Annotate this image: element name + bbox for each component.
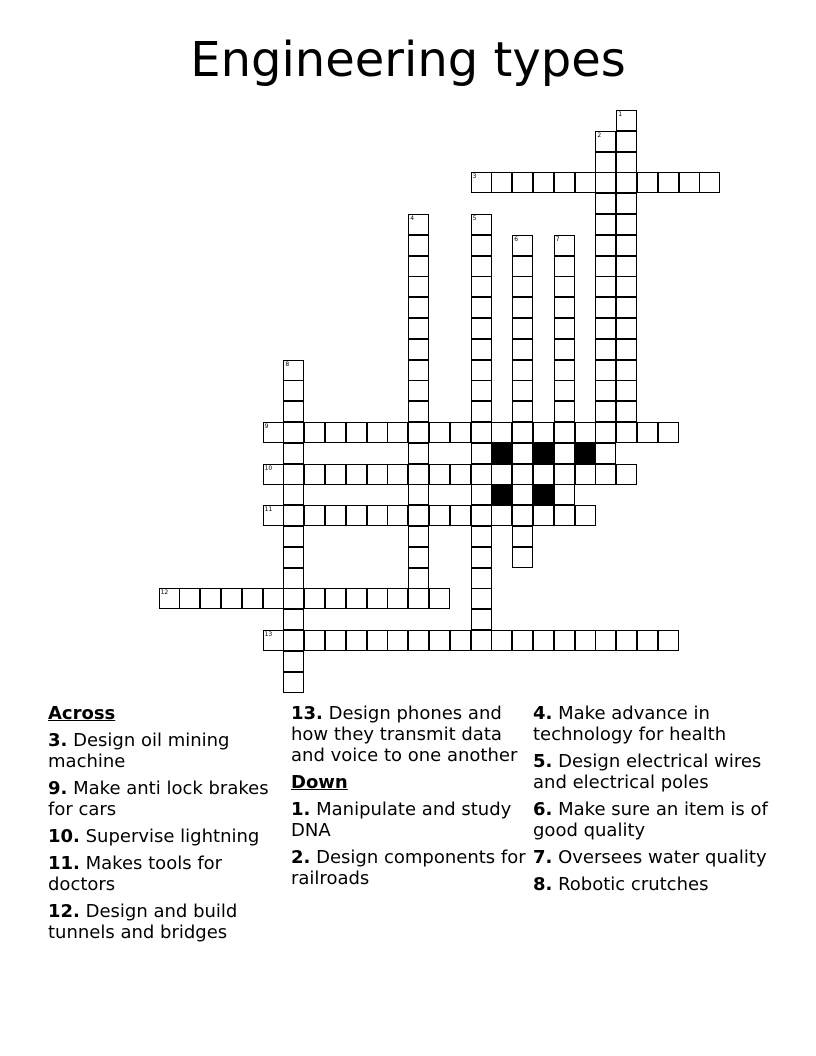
grid-cell[interactable]	[575, 464, 596, 485]
grid-cell[interactable]	[575, 172, 596, 193]
grid-cell[interactable]	[533, 630, 554, 651]
grid-cell[interactable]	[616, 630, 637, 651]
grid-cell[interactable]	[283, 380, 304, 401]
clue-item-text: Make anti lock brakes for cars	[48, 778, 269, 820]
grid-cell[interactable]	[512, 318, 533, 339]
grid-cell[interactable]	[283, 526, 304, 547]
clue-item-text: Design and build tunnels and bridges	[48, 901, 238, 943]
clue-item-text: Robotic crutches	[552, 874, 709, 895]
clue-item	[48, 901, 283, 943]
grid-cell[interactable]	[283, 422, 304, 443]
grid-cell[interactable]	[408, 568, 429, 589]
clue-number: 5	[472, 215, 477, 222]
grid-cell-black	[491, 484, 512, 505]
clues-column-2	[291, 703, 526, 895]
grid-cell[interactable]	[408, 547, 429, 568]
grid-cell[interactable]	[471, 318, 492, 339]
clue-item-number: 2.	[291, 847, 311, 868]
grid-cell[interactable]	[533, 464, 554, 485]
grid-cell[interactable]	[408, 484, 429, 505]
grid-cell[interactable]	[658, 422, 679, 443]
grid-cell[interactable]	[471, 214, 492, 235]
grid-cell[interactable]	[429, 422, 450, 443]
grid-cell[interactable]	[450, 630, 471, 651]
grid-cell[interactable]	[304, 630, 325, 651]
grid-cell[interactable]	[325, 505, 346, 526]
grid-cell[interactable]	[408, 214, 429, 235]
grid-cell[interactable]	[554, 464, 575, 485]
grid-cell[interactable]	[408, 318, 429, 339]
grid-cell[interactable]	[595, 464, 616, 485]
grid-cell[interactable]	[595, 401, 616, 422]
grid-cell[interactable]	[387, 505, 408, 526]
across-heading: Across	[48, 703, 116, 724]
grid-cell[interactable]	[512, 235, 533, 256]
grid-cell[interactable]	[616, 318, 637, 339]
clue-item-number: 6.	[533, 799, 553, 820]
grid-cell[interactable]	[325, 422, 346, 443]
grid-cell[interactable]	[408, 526, 429, 547]
grid-cell[interactable]	[367, 630, 388, 651]
grid-cell[interactable]	[595, 256, 616, 277]
grid-cell[interactable]	[471, 568, 492, 589]
grid-cell[interactable]	[512, 256, 533, 277]
grid-cell[interactable]	[637, 630, 658, 651]
grid-cell[interactable]	[283, 484, 304, 505]
grid-cell[interactable]	[159, 588, 180, 609]
grid-cell[interactable]	[200, 588, 221, 609]
grid-cell[interactable]	[554, 297, 575, 318]
grid-cell[interactable]	[367, 505, 388, 526]
grid-cell[interactable]	[263, 588, 284, 609]
grid-cell[interactable]	[471, 464, 492, 485]
grid-cell[interactable]	[471, 339, 492, 360]
grid-cell[interactable]	[595, 422, 616, 443]
grid-cell[interactable]	[616, 401, 637, 422]
grid-cell[interactable]	[616, 339, 637, 360]
grid-cell[interactable]	[429, 630, 450, 651]
grid-cell[interactable]	[283, 401, 304, 422]
grid-cell[interactable]	[450, 505, 471, 526]
grid-cell[interactable]	[616, 131, 637, 152]
grid-cell[interactable]	[512, 547, 533, 568]
clues-column-3	[533, 703, 768, 901]
grid-cell[interactable]	[595, 235, 616, 256]
grid-cell[interactable]	[554, 235, 575, 256]
grid-cell[interactable]	[679, 172, 700, 193]
grid-cell[interactable]	[533, 172, 554, 193]
grid-cell[interactable]	[283, 360, 304, 381]
grid-cell[interactable]	[471, 547, 492, 568]
grid-cell[interactable]	[471, 172, 492, 193]
grid-cell[interactable]	[595, 276, 616, 297]
grid-cell[interactable]	[595, 152, 616, 173]
grid-cell[interactable]	[408, 235, 429, 256]
grid-cell[interactable]	[387, 588, 408, 609]
grid-cell[interactable]	[512, 172, 533, 193]
grid-cell[interactable]	[658, 630, 679, 651]
grid-cell[interactable]	[283, 630, 304, 651]
clue-item	[48, 826, 283, 847]
clue-number: 3	[472, 173, 477, 181]
grid-cell[interactable]	[408, 339, 429, 360]
clue-number: 9	[264, 423, 269, 430]
grid-cell[interactable]	[346, 588, 367, 609]
grid-cell[interactable]	[346, 464, 367, 485]
grid-cell[interactable]	[616, 172, 637, 193]
grid-cell[interactable]	[283, 651, 304, 672]
grid-cell[interactable]	[283, 505, 304, 526]
grid-cell[interactable]	[471, 630, 492, 651]
grid-cell[interactable]	[616, 235, 637, 256]
grid-cell-black	[491, 443, 512, 464]
grid-cell[interactable]	[554, 256, 575, 277]
grid-cell[interactable]	[367, 422, 388, 443]
grid-cell[interactable]	[408, 276, 429, 297]
grid-cell[interactable]	[346, 630, 367, 651]
grid-cell[interactable]	[512, 297, 533, 318]
grid-cell[interactable]	[616, 152, 637, 173]
grid-cell[interactable]	[283, 547, 304, 568]
grid-cell[interactable]	[242, 588, 263, 609]
clue-item-number: 1.	[291, 799, 311, 820]
clue-item-number: 10.	[48, 826, 80, 847]
grid-cell[interactable]	[471, 484, 492, 505]
grid-cell[interactable]	[595, 339, 616, 360]
grid-cell[interactable]	[595, 318, 616, 339]
clue-item-number: 7.	[533, 847, 553, 868]
grid-cell[interactable]	[367, 588, 388, 609]
grid-cell[interactable]	[595, 172, 616, 193]
clue-item-number: 11.	[48, 853, 80, 874]
grid-cell-black	[533, 443, 554, 464]
grid-cell[interactable]	[471, 505, 492, 526]
grid-cell[interactable]	[367, 464, 388, 485]
grid-cell[interactable]	[595, 443, 616, 464]
grid-cell[interactable]	[408, 380, 429, 401]
grid-cell[interactable]	[221, 588, 242, 609]
grid-cell[interactable]	[471, 297, 492, 318]
grid-cell[interactable]	[387, 464, 408, 485]
grid-cell[interactable]	[616, 464, 637, 485]
grid-cell[interactable]	[554, 318, 575, 339]
grid-cell[interactable]	[283, 568, 304, 589]
grid-cell[interactable]	[491, 422, 512, 443]
grid-cell[interactable]	[554, 630, 575, 651]
grid-cell[interactable]	[263, 422, 284, 443]
clue-item	[533, 847, 768, 868]
grid-cell[interactable]	[471, 276, 492, 297]
grid-cell[interactable]	[554, 276, 575, 297]
grid-cell[interactable]	[512, 505, 533, 526]
grid-cell[interactable]	[533, 505, 554, 526]
down-heading: Down	[291, 772, 348, 793]
grid-cell[interactable]	[554, 360, 575, 381]
grid-cell[interactable]	[263, 464, 284, 485]
grid-cell[interactable]	[554, 443, 575, 464]
grid-cell[interactable]	[616, 380, 637, 401]
page-title: Engineering types	[190, 32, 626, 88]
clue-item-number: 8.	[533, 874, 553, 895]
grid-cell[interactable]	[533, 422, 554, 443]
clue-item-text: Make advance in technology for health	[533, 703, 727, 745]
grid-cell[interactable]	[283, 464, 304, 485]
grid-cell[interactable]	[512, 360, 533, 381]
grid-cell[interactable]	[512, 443, 533, 464]
clue-item-text: Makes tools for doctors	[48, 853, 223, 895]
grid-cell[interactable]	[450, 422, 471, 443]
grid-cell[interactable]	[512, 484, 533, 505]
grid-cell[interactable]	[471, 443, 492, 464]
grid-cell[interactable]	[512, 464, 533, 485]
grid-cell[interactable]	[408, 505, 429, 526]
grid-cell[interactable]	[471, 256, 492, 277]
clue-item	[48, 730, 283, 772]
grid-cell[interactable]	[616, 276, 637, 297]
grid-cell[interactable]	[179, 588, 200, 609]
grid-cell[interactable]	[304, 464, 325, 485]
grid-cell[interactable]	[471, 401, 492, 422]
grid-cell[interactable]	[325, 588, 346, 609]
clue-item	[533, 799, 768, 841]
grid-cell[interactable]	[471, 526, 492, 547]
clue-item-text: Oversees water quality	[552, 847, 767, 868]
grid-cell[interactable]	[616, 110, 637, 131]
clue-item-text: Manipulate and study DNA	[291, 799, 512, 841]
grid-cell[interactable]	[512, 276, 533, 297]
grid-cell[interactable]	[512, 422, 533, 443]
grid-cell[interactable]	[263, 505, 284, 526]
grid-cell[interactable]	[429, 505, 450, 526]
clue-item	[48, 853, 283, 895]
clue-number: 1	[618, 111, 623, 118]
grid-cell[interactable]	[554, 380, 575, 401]
grid-cell[interactable]	[408, 297, 429, 318]
grid-cell[interactable]	[491, 464, 512, 485]
grid-cell[interactable]	[471, 360, 492, 381]
clue-item-number: 12.	[48, 901, 80, 922]
grid-cell[interactable]	[512, 380, 533, 401]
grid-cell[interactable]	[616, 256, 637, 277]
grid-cell[interactable]	[408, 360, 429, 381]
grid-cell[interactable]	[346, 505, 367, 526]
clue-number: 2	[597, 131, 602, 139]
grid-cell[interactable]	[554, 422, 575, 443]
grid-cell[interactable]	[699, 172, 720, 193]
clue-number: 6	[514, 235, 519, 243]
grid-cell[interactable]	[595, 214, 616, 235]
grid-cell[interactable]	[554, 172, 575, 193]
grid-cell[interactable]	[512, 339, 533, 360]
grid-cell[interactable]	[304, 505, 325, 526]
clue-item-text: Supervise lightning	[79, 826, 260, 847]
clue-number: 10	[264, 464, 273, 472]
grid-cell[interactable]	[325, 630, 346, 651]
grid-cell[interactable]	[263, 630, 284, 651]
grid-cell[interactable]	[595, 360, 616, 381]
clue-item-number: 13.	[291, 703, 323, 724]
clue-item-text: Design electrical wires and electrical poles	[533, 751, 762, 793]
clue-item	[533, 751, 768, 793]
grid-cell[interactable]	[304, 422, 325, 443]
clue-number: 4	[410, 215, 415, 222]
grid-cell[interactable]	[616, 360, 637, 381]
clue-number: 12	[160, 589, 169, 597]
grid-cell[interactable]	[595, 380, 616, 401]
grid-cell[interactable]	[616, 422, 637, 443]
grid-cell[interactable]	[408, 443, 429, 464]
clue-item	[533, 703, 768, 745]
clue-item-text: Design phones and how they transmit data and voice to one another	[291, 703, 518, 766]
grid-cell[interactable]	[283, 672, 304, 693]
clues-column-1	[48, 703, 283, 949]
grid-cell[interactable]	[554, 401, 575, 422]
clue-item	[48, 778, 283, 820]
grid-cell[interactable]	[408, 588, 429, 609]
grid-cell[interactable]	[346, 422, 367, 443]
grid-cell[interactable]	[658, 172, 679, 193]
grid-cell[interactable]	[616, 214, 637, 235]
grid-cell[interactable]	[575, 505, 596, 526]
grid-cell[interactable]	[512, 401, 533, 422]
grid-cell[interactable]	[595, 131, 616, 152]
grid-cell[interactable]	[595, 297, 616, 318]
grid-cell[interactable]	[283, 588, 304, 609]
grid-cell[interactable]	[429, 588, 450, 609]
clue-item	[291, 799, 526, 841]
grid-cell[interactable]	[491, 505, 512, 526]
grid-cell[interactable]	[512, 630, 533, 651]
clue-item	[291, 703, 526, 766]
grid-cell[interactable]	[387, 422, 408, 443]
grid-cell[interactable]	[575, 422, 596, 443]
grid-cell[interactable]	[304, 588, 325, 609]
clue-item-text: Design oil mining machine	[48, 730, 230, 772]
clue-number: 8	[285, 360, 290, 368]
clue-item	[533, 874, 768, 895]
grid-cell[interactable]	[616, 297, 637, 318]
clue-number: 13	[264, 631, 273, 638]
grid-cell[interactable]	[554, 339, 575, 360]
grid-cell[interactable]	[283, 609, 304, 630]
clue-number: 7	[555, 235, 560, 243]
grid-cell[interactable]	[450, 464, 471, 485]
grid-cell[interactable]	[512, 526, 533, 547]
grid-cell[interactable]	[554, 484, 575, 505]
grid-cell[interactable]	[387, 630, 408, 651]
grid-cell[interactable]	[554, 505, 575, 526]
clue-item	[291, 847, 526, 889]
grid-cell[interactable]	[637, 422, 658, 443]
grid-cell[interactable]	[595, 193, 616, 214]
clue-item-text: Make sure an item is of good quality	[533, 799, 768, 841]
grid-cell[interactable]	[637, 172, 658, 193]
grid-cell[interactable]	[575, 630, 596, 651]
grid-cell[interactable]	[408, 422, 429, 443]
grid-cell[interactable]	[408, 630, 429, 651]
grid-cell[interactable]	[283, 443, 304, 464]
grid-cell[interactable]	[471, 235, 492, 256]
grid-cell[interactable]	[595, 630, 616, 651]
grid-cell[interactable]	[408, 256, 429, 277]
grid-cell[interactable]	[408, 464, 429, 485]
clue-item-number: 3.	[48, 730, 68, 751]
grid-cell-black	[533, 484, 554, 505]
grid-cell[interactable]	[471, 422, 492, 443]
grid-cell[interactable]	[616, 193, 637, 214]
grid-cell[interactable]	[471, 588, 492, 609]
grid-cell[interactable]	[491, 172, 512, 193]
grid-cell[interactable]	[325, 464, 346, 485]
clue-number: 11	[264, 506, 273, 514]
grid-cell[interactable]	[491, 630, 512, 651]
grid-cell[interactable]	[471, 380, 492, 401]
grid-cell[interactable]	[408, 401, 429, 422]
grid-cell[interactable]	[471, 609, 492, 630]
clue-item-number: 4.	[533, 703, 553, 724]
clue-item-text: Design components for railroads	[291, 847, 526, 889]
clue-item-number: 9.	[48, 778, 68, 799]
grid-cell-black	[575, 443, 596, 464]
grid-cell[interactable]	[429, 464, 450, 485]
clue-item-number: 5.	[533, 751, 553, 772]
